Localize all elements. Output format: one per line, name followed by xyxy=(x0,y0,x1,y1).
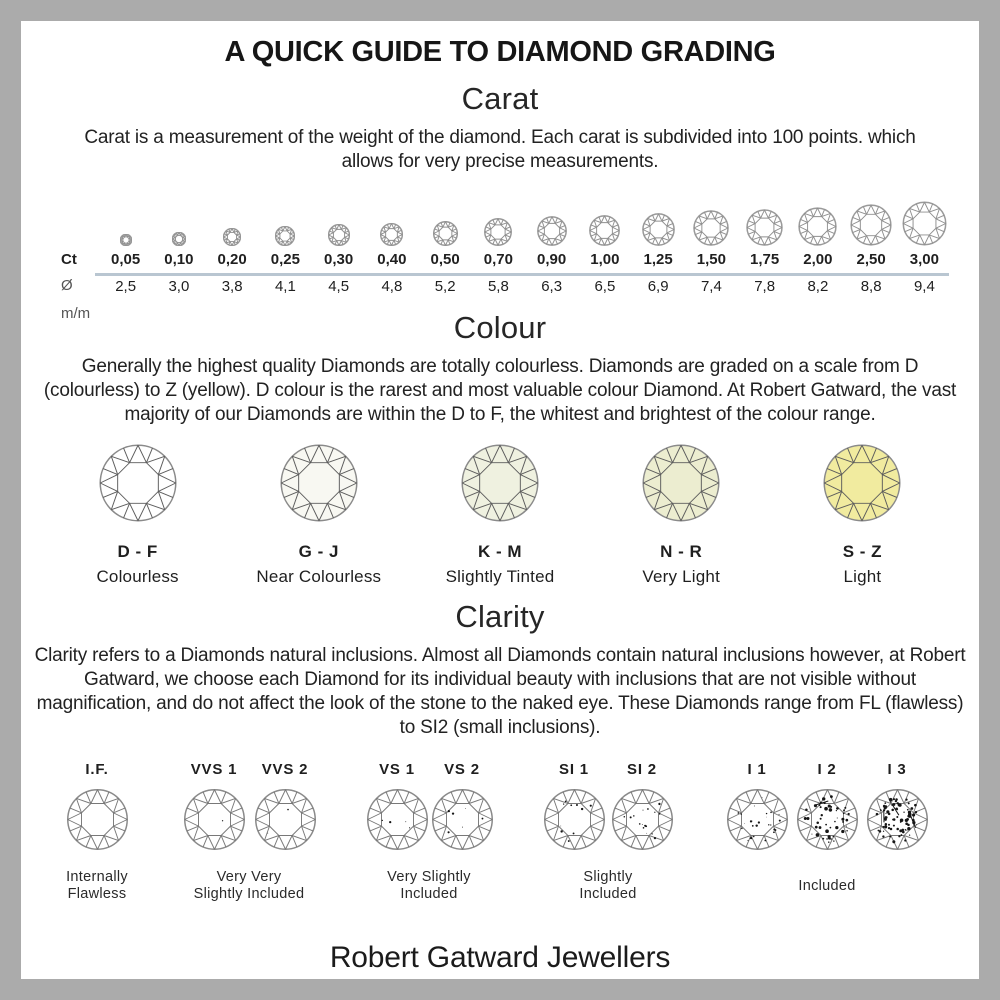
colour-grade-cell xyxy=(47,443,228,587)
colour-description: Generally the highest quality Diamonds are totally colourless. Diamonds are graded on a scale from D (colourless) to Z (yellow). D colour is the rarest and most valuable colour Diamond. At Robert Gatward, the vast majority of our Diamonds are within the D to F, the whitest and brightest of the colour range. xyxy=(43,355,957,425)
colour-grade-cell xyxy=(409,443,590,587)
carat-value: 0,10 xyxy=(164,250,194,268)
diamond-gem-graphic xyxy=(279,443,359,523)
clarity-grade-cell xyxy=(602,761,682,856)
diameter-value: 4,8 xyxy=(381,277,403,295)
carat-gem xyxy=(472,194,525,246)
diamond-gem-graphic xyxy=(120,234,132,246)
diamond-gem-graphic xyxy=(850,204,892,246)
diamond-gem-graphic xyxy=(460,443,540,523)
clarity-grade-label: I 2 xyxy=(817,761,837,779)
carat-stone-column xyxy=(578,194,631,298)
clarity-grade-cell xyxy=(717,761,797,856)
diamond-gem-graphic xyxy=(431,788,494,851)
clarity-gem xyxy=(857,788,937,856)
carat-value: 0,40 xyxy=(377,250,407,268)
carat-gem xyxy=(312,194,365,246)
diamond-gem-graphic xyxy=(275,226,295,246)
carat-value: 0,50 xyxy=(430,250,460,268)
carat-gem xyxy=(152,194,205,246)
clarity-grade-cell xyxy=(787,761,867,856)
clarity-grade-label: VVS 2 xyxy=(261,761,309,779)
carat-value: 0,90 xyxy=(537,250,567,268)
colour-grade-range: D - F xyxy=(117,541,158,561)
diamond-gem-graphic xyxy=(98,443,178,523)
carat-value: 2,00 xyxy=(803,250,833,268)
carat-heading: Carat xyxy=(461,81,539,116)
clarity-grade-label: VVS 1 xyxy=(190,761,238,779)
diamond-gem-graphic xyxy=(746,209,783,246)
carat-row-label: Ct xyxy=(61,250,77,268)
clarity-gem xyxy=(422,788,502,856)
clarity-grade-cell xyxy=(174,761,254,856)
diamond-gem-graphic xyxy=(611,788,674,851)
carat-gem xyxy=(632,194,685,246)
carat-stone-column xyxy=(472,194,525,298)
diamond-gem-graphic xyxy=(328,224,350,246)
clarity-gem xyxy=(174,788,254,856)
clarity-gem xyxy=(57,788,137,856)
carat-gem xyxy=(365,194,418,246)
carat-gem xyxy=(99,194,152,246)
carat-value: 1,50 xyxy=(696,250,726,268)
diameter-value: 7,8 xyxy=(754,277,776,295)
diamond-gem-graphic xyxy=(484,218,512,246)
carat-gem xyxy=(419,194,472,246)
colour-grade-cell xyxy=(772,443,953,587)
diameter-value: 4,5 xyxy=(328,277,350,295)
colour-grade-name: Slightly Tinted xyxy=(445,566,555,586)
diamond-gem-graphic xyxy=(726,788,789,851)
diameter-value: 3,8 xyxy=(221,277,243,295)
clarity-group-description: Slightly Included xyxy=(579,868,637,903)
diameter-value: 7,4 xyxy=(700,277,722,295)
carat-gem xyxy=(685,194,738,246)
clarity-grade-label: SI 2 xyxy=(627,761,657,779)
carat-value: 1,00 xyxy=(590,250,620,268)
clarity-grade-label: I 1 xyxy=(747,761,767,779)
clarity-grade-label: SI 1 xyxy=(559,761,589,779)
diamond-gem-graphic xyxy=(537,216,567,246)
carat-value: 3,00 xyxy=(909,250,939,268)
carat-stone-column xyxy=(632,194,685,298)
colour-gem xyxy=(409,443,590,528)
diamond-gem-graphic xyxy=(543,788,606,851)
diamond-gem-graphic xyxy=(796,788,859,851)
clarity-grade-label: I.F. xyxy=(85,761,109,779)
diamond-gem-graphic xyxy=(641,443,721,523)
carat-chart-labels xyxy=(61,194,99,322)
diameter-value: 6,3 xyxy=(541,277,563,295)
carat-gem xyxy=(206,194,259,246)
colour-gem xyxy=(47,443,228,528)
clarity-gem xyxy=(787,788,867,856)
diamond-gem-graphic xyxy=(223,228,241,246)
carat-value: 1,75 xyxy=(750,250,780,268)
clarity-group-description: Internally Flawless xyxy=(66,868,128,903)
colour-grade-range: S - Z xyxy=(842,541,883,561)
carat-stone-column xyxy=(312,194,365,298)
diameter-value: 5,8 xyxy=(487,277,509,295)
diamond-gem-graphic xyxy=(433,221,458,246)
colour-grade-cell xyxy=(228,443,409,587)
clarity-grade-cell xyxy=(422,761,502,856)
carat-stone-column xyxy=(738,194,791,298)
colour-grade-range: G - J xyxy=(298,541,339,561)
clarity-grade-label: I 3 xyxy=(887,761,907,779)
clarity-group-description: Very Very Slightly Included xyxy=(193,868,305,903)
colour-grade-name: Light xyxy=(843,566,882,586)
clarity-grade-label: VS 1 xyxy=(379,761,415,779)
colour-grade-name: Very Light xyxy=(642,566,721,586)
clarity-heading: Clarity xyxy=(455,598,545,634)
diameter-value: 3,0 xyxy=(168,277,190,295)
carat-stone-column xyxy=(419,194,472,298)
diamond-gem-graphic xyxy=(66,788,129,851)
carat-value: 0,25 xyxy=(270,250,300,268)
colour-heading: Colour xyxy=(453,309,547,345)
page-title: A QUICK GUIDE TO DIAMOND GRADING xyxy=(224,36,776,68)
carat-stone-column xyxy=(99,194,152,298)
carat-value: 0,30 xyxy=(324,250,354,268)
carat-size-chart xyxy=(61,194,951,322)
colour-grade-name: Near Colourless xyxy=(256,566,382,586)
diamond-gem-graphic xyxy=(822,443,902,523)
carat-value: 0,70 xyxy=(483,250,513,268)
colour-grade-range: N - R xyxy=(660,541,703,561)
diamond-gem-graphic xyxy=(380,223,403,246)
carat-value: 1,25 xyxy=(643,250,673,268)
diamond-gem-graphic xyxy=(798,207,837,246)
carat-stone-column xyxy=(525,194,578,298)
colour-gem xyxy=(772,443,953,528)
carat-gem xyxy=(525,194,578,246)
carat-value: 0,20 xyxy=(217,250,247,268)
clarity-grade-chart xyxy=(21,761,979,911)
colour-grade-cell xyxy=(591,443,772,587)
carat-gem xyxy=(791,194,844,246)
colour-gem xyxy=(591,443,772,528)
diamond-gem-graphic xyxy=(366,788,429,851)
diamond-gem-graphic xyxy=(642,213,675,246)
carat-description: Carat is a measurement of the weight of the diamond. Each carat is subdivided into 100 points. which allows for very precise measurements. xyxy=(84,127,916,172)
clarity-grade-cell xyxy=(857,761,937,856)
colour-grade-range: K - M xyxy=(477,541,523,561)
chart-divider-line xyxy=(95,273,949,276)
diameter-value: 8,8 xyxy=(860,277,882,295)
clarity-grade-cell xyxy=(245,761,325,856)
brand-name: Robert Gatward Jewellers xyxy=(329,941,671,974)
carat-stone-column xyxy=(206,194,259,298)
carat-stone-column xyxy=(259,194,312,298)
diameter-value: 8,2 xyxy=(807,277,829,295)
carat-stone-column xyxy=(791,194,844,298)
carat-stone-column xyxy=(152,194,205,298)
clarity-gem xyxy=(602,788,682,856)
carat-value: 2,50 xyxy=(856,250,886,268)
carat-gem xyxy=(259,194,312,246)
diameter-value: 4,1 xyxy=(274,277,296,295)
diameter-value: 2,5 xyxy=(115,277,137,295)
clarity-gem xyxy=(717,788,797,856)
clarity-description: Clarity refers to a Diamonds natural inclusions. Almost all Diamonds contain natural inclusions however, at Robert Gatward, we choose each Diamond for its individual beauty with inclusions that are not visible without magnification, and do not affect the look of the stone to the naked eye. These Diamonds range from FL (flawless) to SI2 (small inclusions). xyxy=(34,644,966,738)
diameter-value: 6,9 xyxy=(647,277,669,295)
clarity-group-description: Included xyxy=(798,877,856,894)
diamond-gem-graphic xyxy=(693,210,729,246)
carat-stone-column xyxy=(365,194,418,298)
clarity-gem xyxy=(245,788,325,856)
carat-stone-column xyxy=(898,194,951,298)
clarity-group-description: Very Slightly Included xyxy=(387,868,471,903)
carat-gem xyxy=(578,194,631,246)
diamond-gem-graphic xyxy=(172,232,186,246)
carat-gem xyxy=(898,194,951,246)
carat-stone-column xyxy=(845,194,898,298)
clarity-grade-label: VS 2 xyxy=(444,761,480,779)
colour-grade-name: Colourless xyxy=(96,566,179,586)
diamond-gem-graphic xyxy=(254,788,317,851)
clarity-grade-cell xyxy=(57,761,137,856)
carat-gem xyxy=(738,194,791,246)
diamond-gem-graphic xyxy=(902,201,947,246)
diameter-value: 6,5 xyxy=(594,277,616,295)
diamond-gem-graphic xyxy=(866,788,929,851)
colour-gem xyxy=(228,443,409,528)
diameter-value: 9,4 xyxy=(913,277,935,295)
carat-stone-column xyxy=(685,194,738,298)
carat-value: 0,05 xyxy=(111,250,141,268)
diamond-gem-graphic xyxy=(183,788,246,851)
diameter-row-label: Ø m/m xyxy=(61,276,91,322)
diameter-value: 5,2 xyxy=(434,277,456,295)
carat-gem xyxy=(845,194,898,246)
diamond-gem-graphic xyxy=(589,215,620,246)
colour-grade-chart xyxy=(47,443,953,587)
